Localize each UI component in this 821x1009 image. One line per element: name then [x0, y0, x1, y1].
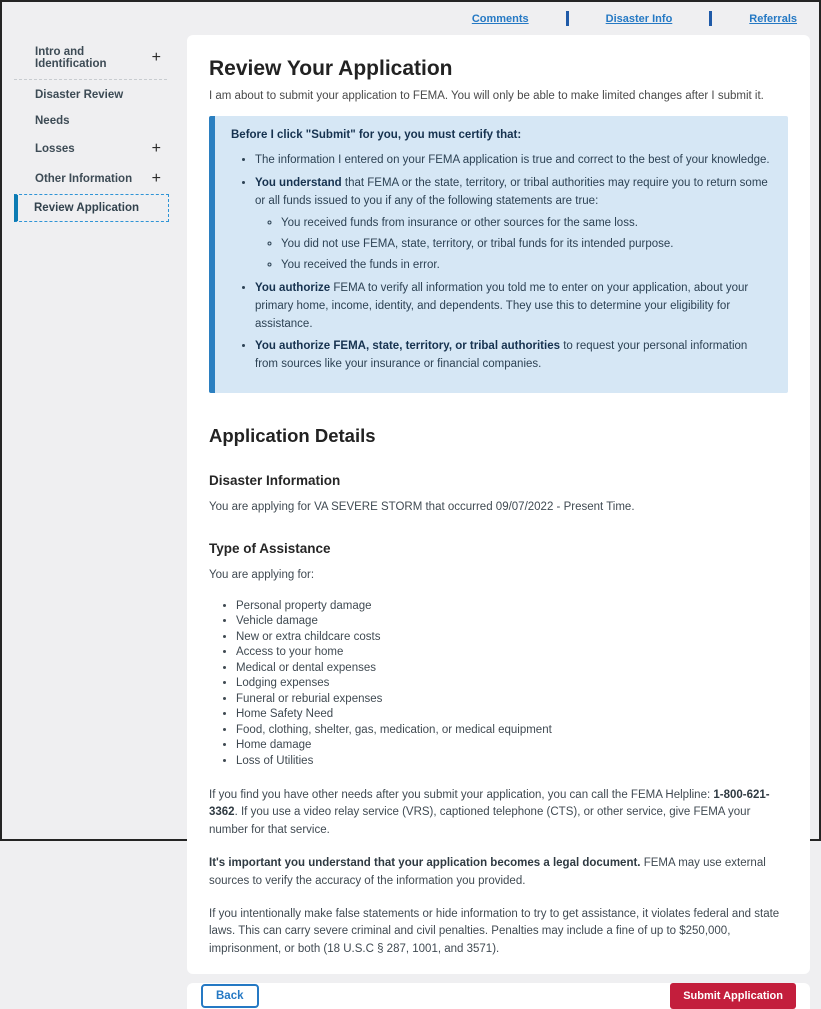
certify-subitem: ◦ You received the funds in error.	[281, 257, 770, 275]
certify-info-box	[209, 116, 788, 393]
sidebar-nav	[2, 35, 187, 839]
sidebar-item-label: Disaster Review	[35, 89, 124, 101]
helpline-number: 1-800-621-3362	[209, 788, 770, 819]
certify-subitem: ◦ You did not use FEMA, state, territory, or tribal funds for its intended purpose.	[281, 236, 770, 254]
certify-box-heading: Before I click "Submit" for you, you must certify that:	[231, 129, 522, 141]
application-details-heading: Application Details	[209, 424, 376, 446]
assistance-lead-text: You are applying for:	[209, 568, 315, 581]
certify-item: • You understand that FEMA or the state, territory, or tribal authorities may require you to return some or all funds issued to you if any of the following statements are true: ◦ You received funds from insurance or other sources for the same loss. ◦ You did not use FEMA, state, territory, or tribal funds for its intended purpose. ◦ You received the funds in error.	[255, 175, 770, 275]
comments-link[interactable]: Comments	[471, 12, 529, 25]
penalties-paragraph: If you intentionally make false statements or hide information to try to get assistance, it violates federal and state laws. This can carry severe criminal and civil penalties. Penalties may include a fine of up to $250,000, imprisonment, or both (18 U.S.C § 287, 1001, and 3571).	[209, 907, 780, 956]
nav-separator	[709, 11, 712, 26]
top-nav-bar	[2, 2, 819, 35]
sidebar-item-intro-and-identification[interactable]	[14, 39, 169, 77]
sidebar-item-label: Needs	[35, 115, 70, 127]
back-button[interactable]: Back	[201, 984, 259, 1008]
certify-list	[231, 152, 770, 374]
expand-plus-icon[interactable]: +	[151, 49, 161, 66]
sidebar-item-disaster-review[interactable]	[14, 82, 169, 108]
assistance-item: • Funeral or reburial expenses	[236, 693, 788, 705]
sidebar-item-other-information[interactable]	[14, 164, 169, 194]
sidebar-item-label: Other Information	[35, 173, 133, 185]
assistance-item: • New or extra childcare costs	[236, 631, 788, 643]
disaster-info-link[interactable]: Disaster Info	[605, 12, 673, 25]
assistance-item: • Personal property damage	[236, 600, 788, 612]
certify-sublist	[255, 215, 770, 274]
certify-item: • You authorize FEMA, state, territory, or tribal authorities to request your personal information from sources like your insurance or financial companies.	[255, 338, 770, 374]
legal-document-paragraph: It's important you understand that your application becomes a legal document. FEMA may use external sources to verify the accuracy of the information you provided.	[209, 857, 766, 887]
certify-subitem: ◦ You received funds from insurance or other sources for the same loss.	[281, 215, 770, 233]
sidebar-item-review-application[interactable]	[14, 194, 169, 222]
assistance-item: • Loss of Utilities	[236, 755, 788, 767]
disaster-information-text: You are applying for VA SEVERE STORM that occurred 09/07/2022 - Present Time.	[209, 500, 635, 513]
action-footer	[187, 983, 810, 1009]
assistance-item: • Access to your home	[236, 646, 788, 658]
disaster-information-heading: Disaster Information	[209, 472, 341, 488]
type-of-assistance-heading: Type of Assistance	[209, 540, 331, 556]
assistance-item: • Home Safety Need	[236, 708, 788, 720]
sidebar-item-label: Intro and Identification	[35, 46, 107, 70]
assistance-item: • Food, clothing, shelter, gas, medication, or medical equipment	[236, 724, 788, 736]
assistance-item: • Medical or dental expenses	[236, 662, 788, 674]
expand-plus-icon[interactable]: +	[151, 170, 161, 187]
certify-item: • You authorize FEMA to verify all information you told me to enter on your application, about your primary home, income, identity, and dependents. They use this to determine your eligibility for assistance.	[255, 280, 770, 333]
sidebar-item-label: Losses	[35, 143, 75, 155]
assistance-item: • Home damage	[236, 739, 788, 751]
assistance-list	[209, 600, 788, 767]
submit-application-button[interactable]: Submit Application	[670, 983, 796, 1009]
main-content-panel	[187, 35, 810, 974]
nav-separator	[566, 11, 569, 26]
sidebar-item-label: Review Application	[34, 202, 140, 214]
sidebar-item-losses[interactable]	[14, 134, 169, 164]
certify-item: • The information I entered on your FEMA application is true and correct to the best of your knowledge.	[255, 152, 770, 170]
sidebar-divider	[14, 79, 167, 80]
sidebar-item-needs[interactable]	[14, 108, 169, 134]
expand-plus-icon[interactable]: +	[151, 140, 161, 157]
helpline-paragraph: If you find you have other needs after you submit your application, you can call the FEMA Helpline: 1-800-621-3362. If you use a video relay service (VRS), captioned telephone (CTS), or other service, give FEMA your number for that service.	[209, 788, 770, 837]
page-title: Review Your Application	[209, 57, 453, 80]
intro-text: I am about to submit your application to FEMA. You will only be able to make limited changes after I submit it.	[209, 90, 764, 102]
referrals-link[interactable]: Referrals	[749, 12, 797, 25]
assistance-item: • Vehicle damage	[236, 615, 788, 627]
assistance-item: • Lodging expenses	[236, 677, 788, 689]
